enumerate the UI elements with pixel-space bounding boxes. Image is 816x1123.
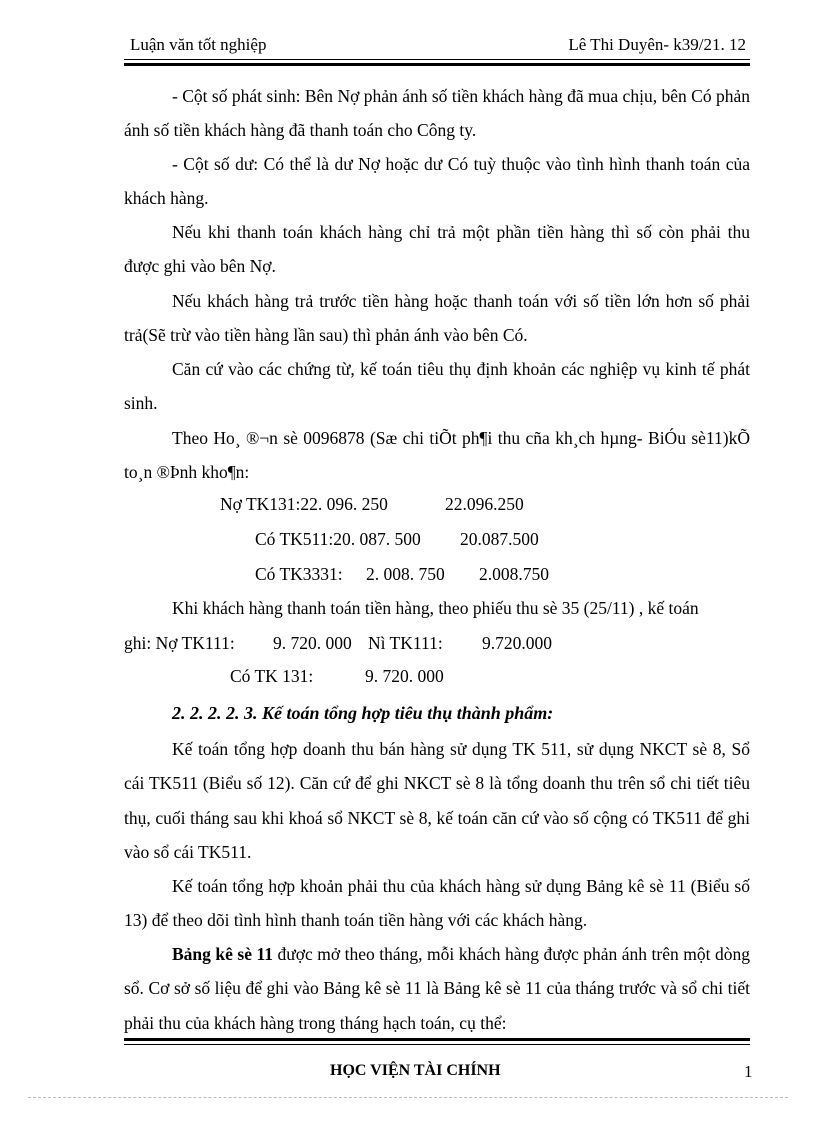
paragraph-bang-ke — [124, 937, 750, 1040]
text-segment: 9. 720. 000 — [365, 666, 444, 686]
paragraph-thanh-toan-line1: Khi khách hàng thanh toán tiền hàng, theo phiếu thu sè 35 (25/11) , kế toán — [172, 598, 699, 618]
footer-institution: HỌC VIỆN TÀI CHÍNH — [330, 1062, 501, 1079]
section-heading: 2. 2. 2. 2. 3. Kế toán tổng hợp tiêu thụ thành phẩm: — [172, 703, 554, 723]
text-segment: 9. 720. 000 — [273, 633, 352, 653]
paragraph-phat-sinh: - Cột số phát sinh: Bên Nợ phản ánh số tiền khách hàng đã mua chịu, bên Có phản ánh số tiền khách hàng đã thanh toán cho Công ty. — [124, 86, 750, 141]
paragraph-doanh-thu: Kế toán tổng hợp doanh thu bán hàng sử dụng TK 511, sử dụng NKCT sè 8, Sổ cái TK511 (Biểu số 12). Căn cứ để ghi NKCT sè 8 là tổng doanh thu trên sổ chi tiết tiêu thụ, cuối tháng sau khi khoá sổ NKCT sè 8, kế toán căn cứ vào số cộng có TK511 để ghi vào sổ cái TK511. — [124, 739, 750, 862]
entry-account-amount: 2. 008. 750 — [366, 564, 445, 584]
text-segment: Nì TK111: — [368, 633, 443, 653]
page-edge-divider — [28, 1097, 788, 1098]
text-segment: 9.720.000 — [482, 633, 552, 653]
bang-ke-bold: Bảng kê sè 11 — [172, 944, 274, 964]
paragraph-tra-truoc: Nếu khách hàng trả trước tiền hàng hoặc thanh toán với số tiền lớn hơn số phải trả(Sẽ trừ vào tiền hàng lần sau) thì phản ánh vào bên Có. — [124, 291, 750, 346]
entry-account: Có TK3331: — [255, 564, 343, 584]
footer-rule-thin — [124, 1044, 750, 1045]
text-segment: Có TK 131: — [230, 666, 314, 686]
header-rule-thin — [124, 59, 750, 60]
paragraph-can-cu: Căn cứ vào các chứng từ, kế toán tiêu thụ định khoản các nghiệp vụ kinh tế phát sinh. — [124, 359, 750, 414]
page-number: 1 — [744, 1062, 753, 1081]
text-segment: ghi: Nợ TK111: — [124, 633, 235, 653]
header-right: Lê Thi Duyên- k39/21. 12 — [568, 35, 746, 54]
paragraph-so-du: - Cột số dư: Có thể là dư Nợ hoặc dư Có tuỳ thuộc vào tình hình thanh toán của khách hàng. — [124, 154, 750, 209]
paragraph-phai-thu: Kế toán tổng hợp khoản phải thu của khách hàng sử dụng Bảng kê sè 11 (Biểu số 13) để theo dõi tình hình thanh toán tiền hàng với các khách hàng. — [124, 876, 750, 931]
bang-ke-rest: được mở theo tháng, mỗi khách hàng được phản ánh trên một dòng sổ. Cơ sở số liệu để ghi vào Bảng kê sè 11 là Bảng kê sè 11 của tháng trước và sổ chi tiết phải thu của khách hàng trong tháng hạch toán, cụ thể: — [124, 944, 750, 1033]
entry-amount: 2.008.750 — [479, 564, 549, 584]
entry-amount: 22.096.250 — [445, 494, 524, 514]
footer-rule-thick — [124, 1038, 750, 1041]
header-left: Luận văn tốt nghiệp — [130, 35, 267, 54]
entry-amount: 20.087.500 — [460, 529, 539, 549]
entry-account: Có TK511:20. 087. 500 — [255, 529, 421, 549]
paragraph-hoa-don: Theo Ho¸ ®¬n sè 0096878 (Sæ chi tiÕt ph¶i thu cña kh¸ch hµng- BiÓu sè11)kÕ to¸n ®Þnh kho¶n: — [124, 428, 750, 483]
paragraph-tra-mot-phan: Nếu khi thanh toán khách hàng chỉ trả một phần tiền hàng thì số còn phải thu được ghi vào bên Nợ. — [124, 222, 750, 277]
entry-account: Nợ TK131:22. 096. 250 — [220, 494, 388, 514]
header-rule-thick — [124, 63, 750, 66]
